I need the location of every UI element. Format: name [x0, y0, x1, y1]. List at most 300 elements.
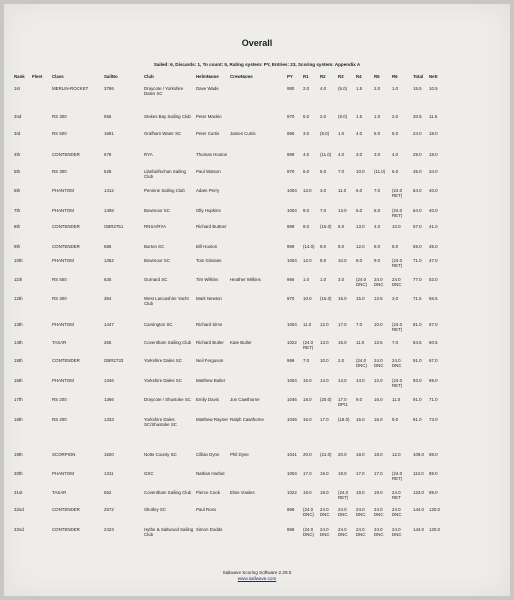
- sailno-cell: 3786: [104, 86, 114, 91]
- helmname-cell: Cillian Dyne: [196, 452, 220, 457]
- race-3-cell: (24.0 RET): [338, 490, 349, 501]
- sailno-cell: 1412: [104, 188, 114, 193]
- py-cell: 1022: [287, 490, 297, 495]
- race-1-cell: (24.0 DNC): [303, 527, 314, 538]
- nett-cell: 120.0: [429, 507, 440, 512]
- py-cell: 970: [287, 296, 295, 301]
- race-1-cell: 1.0: [303, 277, 310, 282]
- nett-cell: 40.0: [429, 208, 438, 213]
- race-1-cell: 3.0: [303, 131, 310, 136]
- race-2-cell: 8.0: [320, 258, 327, 263]
- total-cell: 91.0: [413, 358, 422, 363]
- py-cell: 1004: [287, 322, 297, 327]
- class-cell: CONTENDER: [52, 224, 80, 229]
- helmname-cell: Mark Newton: [196, 296, 222, 301]
- sailno-cell: GBR2733: [104, 358, 124, 363]
- rank-cell: 7th: [14, 208, 21, 213]
- club-cell: Yorkshire Dales SC/Shustoke SC: [144, 417, 177, 428]
- rank-cell: 11th: [14, 277, 23, 282]
- helmname-cell: Nathan Harbut: [196, 471, 225, 476]
- helmname-cell: Richard Sims: [196, 322, 223, 327]
- column-header-r4: R4: [356, 74, 362, 79]
- race-5-cell: (11.0): [374, 169, 386, 174]
- class-cell: PHANTOM: [52, 208, 74, 213]
- total-cell: 91.0: [413, 397, 422, 402]
- sailno-cell: 1920: [104, 452, 114, 457]
- total-cell: 57.0: [413, 224, 422, 229]
- helmname-cell: Bill Hooton: [196, 244, 218, 249]
- race-2-cell: 13.0: [320, 340, 329, 345]
- crewname-cell: Elsie Vowles: [230, 490, 255, 495]
- total-cell: 91.0: [413, 417, 422, 422]
- py-cell: 969: [287, 244, 295, 249]
- race-1-cell: 13.0: [303, 188, 312, 193]
- page-title: Overall: [241, 38, 273, 48]
- rank-cell: 5th: [14, 169, 21, 174]
- helmname-cell: Olly Hopkins: [196, 208, 221, 213]
- rank-cell: 3rd: [14, 131, 21, 136]
- race-3-cell: 16.0: [338, 340, 347, 345]
- race-1-cell: 18.0: [303, 397, 312, 402]
- nett-cell: 40.0: [429, 188, 438, 193]
- column-header-r1: R1: [303, 74, 309, 79]
- race-2-cell: 17.0: [320, 417, 329, 422]
- column-header-crewname: CrewName: [230, 74, 253, 79]
- class-cell: MERLIN-ROCKET: [52, 86, 89, 91]
- py-cell: 969: [287, 152, 295, 157]
- race-5-cell: 18.0: [374, 452, 383, 457]
- nett-cell: 57.0: [429, 322, 438, 327]
- race-4-cell: 14.0: [356, 378, 365, 383]
- club-cell: Bowmoor SC: [144, 258, 170, 263]
- race-3-cell: 11.0: [338, 188, 347, 193]
- race-3-cell: 4.0: [338, 152, 345, 157]
- race-5-cell: 10.0: [374, 322, 383, 327]
- club-cell: Shotley SC: [144, 507, 166, 512]
- class-cell: TASAR: [52, 490, 67, 495]
- race-2-cell: (6.0): [320, 131, 330, 136]
- race-5-cell: 13.5: [374, 296, 383, 301]
- py-cell: 966: [287, 131, 295, 136]
- sailno-cell: 2572: [104, 507, 114, 512]
- race-3-cell: (9.0): [338, 114, 348, 119]
- race-5-cell: 15.0: [374, 417, 383, 422]
- class-cell: PHANTOM: [52, 258, 74, 263]
- race-5-cell: 3.0: [374, 152, 381, 157]
- race-3-cell: (5.0): [338, 86, 348, 91]
- py-cell: 966: [287, 277, 295, 282]
- rank-cell: 12th: [14, 296, 23, 301]
- race-1-cell: (24.0 DNC): [303, 507, 314, 518]
- sailno-cell: 1366: [104, 397, 114, 402]
- rank-cell: 20th: [14, 471, 23, 476]
- rank-cell: 8th: [14, 224, 21, 229]
- race-4-cell: 5.0: [356, 208, 363, 213]
- sailno-cell: 2423: [104, 527, 114, 532]
- class-cell: CONTENDER: [52, 152, 80, 157]
- rank-cell: 1st: [14, 86, 20, 91]
- nett-cell: 45.0: [429, 244, 438, 249]
- club-cell: Llanfairfechan Sailing Club: [144, 169, 186, 180]
- py-cell: 1004: [287, 258, 297, 263]
- helmname-cell: Richard Buttner: [196, 224, 227, 229]
- race-6-cell: 24.0 DNC: [392, 507, 402, 518]
- race-4-cell: 24.0 DNC: [356, 507, 366, 518]
- sailno-cell: 1311: [104, 471, 114, 476]
- helmname-cell: Tim Wilkins: [196, 277, 219, 282]
- rank-cell: 19th: [14, 452, 23, 457]
- race-5-cell: 24.0 DNC: [374, 277, 384, 288]
- race-5-cell: 19.0: [374, 490, 383, 495]
- rank-cell: 14th: [14, 340, 23, 345]
- race-3-cell: 19.0: [338, 471, 347, 476]
- race-4-cell: 1.5: [356, 86, 363, 91]
- class-cell: SCORPION: [52, 452, 76, 457]
- club-cell: Hythe & Saltwood Sailing Club: [144, 527, 194, 538]
- club-cell: Burton SC: [144, 244, 165, 249]
- total-cell: 81.0: [413, 322, 422, 327]
- race-4-cell: 15.0: [356, 296, 365, 301]
- rank-cell: 13th: [14, 322, 23, 327]
- sailno-cell: 678: [104, 152, 112, 157]
- total-cell: 84.5: [413, 340, 422, 345]
- helmname-cell: Paul Ross: [196, 507, 217, 512]
- nett-cell: 60.5: [429, 340, 438, 345]
- sailwave-link[interactable]: www.sailwave.com: [237, 576, 277, 581]
- race-2-cell: (11.0): [320, 152, 332, 157]
- total-cell: 45.0: [413, 169, 422, 174]
- race-4-cell: 6.0: [356, 188, 363, 193]
- club-cell: Bowmoor SC: [144, 208, 170, 213]
- race-3-cell: 20.0: [338, 452, 347, 457]
- rank-cell: 17th: [14, 397, 23, 402]
- race-2-cell: 4.0: [320, 86, 327, 91]
- nett-cell: 41.0: [429, 224, 438, 229]
- race-5-cell: 1.0: [374, 114, 381, 119]
- race-1-cell: 16.0: [303, 417, 312, 422]
- column-header-club: Club: [144, 74, 154, 79]
- club-cell: Notts County SC: [144, 452, 177, 457]
- class-cell: RS 300: [52, 169, 67, 174]
- nett-cell: 71.0: [429, 397, 438, 402]
- race-2-cell: 18.0: [320, 490, 329, 495]
- race-1-cell: 6.0: [303, 169, 310, 174]
- race-6-cell: 3.0: [392, 296, 399, 301]
- results-sheet: [4, 4, 510, 596]
- race-6-cell: 5.0: [392, 131, 399, 136]
- nett-cell: 18.0: [429, 152, 438, 157]
- race-3-cell: 2.0: [338, 358, 345, 363]
- race-1-cell: 17.0: [303, 471, 312, 476]
- class-cell: RS 200: [52, 397, 67, 402]
- sailno-cell: 1346: [104, 378, 114, 383]
- race-6-cell: 4.0: [392, 152, 399, 157]
- total-cell: 64.0: [413, 188, 422, 193]
- race-4-cell: 19.0: [356, 490, 365, 495]
- race-4-cell: 1.5: [356, 114, 363, 119]
- helmname-cell: Paul Watson: [196, 169, 221, 174]
- race-3-cell: 8.0: [338, 244, 345, 249]
- race-1-cell: (14.0): [303, 244, 315, 249]
- column-header-r6: R6: [392, 74, 398, 79]
- crewname-cell: James Curtis: [230, 131, 256, 136]
- helmname-cell: Adam Perry: [196, 188, 220, 193]
- nett-cell: 88.0: [429, 452, 438, 457]
- club-cell: West Lancashire Yacht Club: [144, 296, 189, 307]
- rank-cell: 2nd: [14, 114, 22, 119]
- race-1-cell: (24.0 RET): [303, 340, 314, 351]
- race-6-cell: 10.0: [392, 224, 401, 229]
- helmname-cell: Pierce Cook: [196, 490, 220, 495]
- class-cell: CONTENDER: [52, 527, 80, 532]
- race-6-cell: 7.0: [392, 340, 399, 345]
- helmname-cell: Richard Butler: [196, 340, 224, 345]
- column-header-fleet: Fleet: [32, 74, 43, 79]
- club-cell: Yorkshire Dales SC: [144, 358, 182, 363]
- crewname-cell: Ralph Cawthorne: [230, 417, 264, 422]
- py-cell: 980: [287, 86, 295, 91]
- race-5-cell: 5.0: [374, 131, 381, 136]
- race-4-cell: 8.0: [356, 258, 363, 263]
- class-cell: PHANTOM: [52, 322, 74, 327]
- club-cell: Grafham Water SC: [144, 131, 182, 136]
- race-6-cell: (24.0 RET): [392, 208, 403, 219]
- rank-cell: 18th: [14, 417, 23, 422]
- race-5-cell: 8.0: [374, 244, 381, 249]
- class-cell: CONTENDER: [52, 507, 80, 512]
- py-cell: 1004: [287, 208, 297, 213]
- total-cell: 144.0: [413, 527, 424, 532]
- race-3-cell: 6.0: [338, 224, 345, 229]
- race-6-cell: 24.0 DNC: [392, 277, 402, 288]
- race-4-cell: 16.0: [356, 417, 365, 422]
- race-4-cell: 4.0: [356, 131, 363, 136]
- crewname-cell: Phil Dyne: [230, 452, 249, 457]
- rank-cell: 22nd: [14, 527, 24, 532]
- race-2-cell: (21.0): [320, 452, 332, 457]
- total-cell: 59.0: [413, 244, 422, 249]
- rank-cell: 10th: [14, 258, 23, 263]
- sailno-cell: 1681: [104, 131, 114, 136]
- race-1-cell: 15.0: [303, 378, 312, 383]
- total-cell: 24.0: [413, 131, 422, 136]
- helmname-cell: Simon Dodds: [196, 527, 223, 532]
- nett-cell: 18.0: [429, 131, 438, 136]
- rank-cell: 6th: [14, 188, 21, 193]
- race-3-cell: (18.0): [338, 417, 350, 422]
- footer: [4, 570, 510, 582]
- helmname-cell: Peter Mackin: [196, 114, 222, 119]
- py-cell: 969: [287, 527, 295, 532]
- class-cell: RS 300: [52, 114, 67, 119]
- race-1-cell: 5.0: [303, 114, 310, 119]
- race-6-cell: (24.0 RET): [392, 322, 403, 333]
- class-cell: PHANTOM: [52, 188, 74, 193]
- helmname-cell: Neil Ferguson: [196, 358, 224, 363]
- race-3-cell: 17.0 DPI1: [338, 397, 348, 408]
- results-summary: Sailed: 6, Discards: 1, To count: 5, Rating system: PY, Entries: 23, Scoring system: Appendix A: [153, 62, 361, 67]
- race-6-cell: 9.0: [392, 417, 399, 422]
- race-6-cell: 1.0: [392, 86, 399, 91]
- club-cell: Coventham Sailing Club: [144, 340, 192, 345]
- race-1-cell: 19.0: [303, 490, 312, 495]
- nett-cell: 89.0: [429, 471, 438, 476]
- race-6-cell: 24.0 RET: [392, 490, 401, 501]
- race-4-cell: 10.0: [356, 169, 365, 174]
- column-header-py: PY: [287, 74, 293, 79]
- race-2-cell: (15.0): [320, 296, 332, 301]
- race-2-cell: 10.0: [320, 358, 329, 363]
- nett-cell: 99.0: [429, 490, 438, 495]
- class-cell: RS 300: [52, 296, 67, 301]
- race-6-cell: 24.0 DNC: [392, 527, 402, 538]
- race-1-cell: 20.0: [303, 452, 312, 457]
- total-cell: 93.0: [413, 378, 422, 383]
- py-cell: 1046: [287, 417, 297, 422]
- race-3-cell: 24.0 DNC: [338, 527, 348, 538]
- race-5-cell: 17.0: [374, 471, 383, 476]
- race-1-cell: 10.0: [303, 296, 312, 301]
- race-6-cell: 24.0 DNC: [392, 358, 402, 369]
- club-cell: RYA: [144, 152, 153, 157]
- race-5-cell: 24.0 DNC: [374, 507, 384, 518]
- rank-cell: 9th: [14, 244, 21, 249]
- race-2-cell: 14.0: [320, 378, 329, 383]
- total-cell: 144.0: [413, 507, 424, 512]
- race-4-cell: 13.0: [356, 224, 365, 229]
- race-4-cell: 9.0: [356, 397, 363, 402]
- race-5-cell: 16.0: [374, 397, 383, 402]
- club-cell: Pennine Sailing Club: [144, 188, 185, 193]
- race-1-cell: 12.0: [303, 258, 312, 263]
- race-1-cell: 4.0: [303, 152, 310, 157]
- py-cell: 1004: [287, 471, 297, 476]
- nett-cell: 69.0: [429, 378, 438, 383]
- sailno-cell: 528: [104, 169, 112, 174]
- race-2-cell: 9.0: [320, 244, 327, 249]
- sailno-cell: 354: [104, 296, 112, 301]
- class-cell: TASAR: [52, 340, 67, 345]
- nett-cell: 67.0: [429, 358, 438, 363]
- race-2-cell: (20.0): [320, 397, 332, 402]
- class-cell: RS 500: [52, 131, 67, 136]
- race-3-cell: 13.0: [338, 208, 347, 213]
- race-1-cell: 9.0: [303, 208, 310, 213]
- py-cell: 1004: [287, 378, 297, 383]
- sailno-cell: 686: [104, 244, 112, 249]
- race-2-cell: 3.0: [320, 188, 327, 193]
- column-header-class: Class: [52, 74, 64, 79]
- race-5-cell: 24.0 DNC: [374, 527, 384, 538]
- class-cell: CONTENDER: [52, 358, 80, 363]
- py-cell: 1022: [287, 340, 297, 345]
- race-2-cell: 7.0: [320, 208, 327, 213]
- sailno-cell: 1408: [104, 208, 114, 213]
- class-cell: RS 500: [52, 277, 67, 282]
- race-2-cell: 12.0: [320, 322, 329, 327]
- sailno-cell: 625: [104, 277, 112, 282]
- rank-cell: 21st: [14, 490, 23, 495]
- race-4-cell: 17.0: [356, 471, 365, 476]
- race-5-cell: 7.0: [374, 188, 381, 193]
- nett-cell: 56.5: [429, 296, 438, 301]
- race-4-cell: 7.0: [356, 322, 363, 327]
- race-2-cell: 24.0 DNC: [320, 527, 330, 538]
- race-2-cell: 19.0: [320, 471, 329, 476]
- nett-cell: 120.0: [429, 527, 440, 532]
- race-3-cell: 17.0: [338, 322, 347, 327]
- club-cell: Draycote / Shustoke SC: [144, 397, 191, 402]
- column-header-nett: Nett: [429, 74, 438, 79]
- rank-cell: 22nd: [14, 507, 24, 512]
- helmname-cell: Peter Curtis: [196, 131, 220, 136]
- sailno-cell: 265: [104, 340, 112, 345]
- club-cell: Coventham Sailing Club: [144, 490, 192, 495]
- crewname-cell: Heather Wilkins: [230, 277, 261, 282]
- race-2-cell: 24.0 DNC: [320, 507, 330, 518]
- column-header-total: Total: [413, 74, 424, 79]
- race-5-cell: 12.0: [374, 378, 383, 383]
- race-6-cell: 12.0: [392, 452, 401, 457]
- py-cell: 969: [287, 507, 295, 512]
- rank-cell: 15th: [14, 358, 23, 363]
- race-1-cell: 2.0: [303, 86, 310, 91]
- race-6-cell: (24.0 RET): [392, 378, 403, 389]
- helmname-cell: Matthew Rayner: [196, 417, 228, 422]
- club-cell: Carsington SC: [144, 322, 173, 327]
- race-3-cell: 15.0: [338, 296, 347, 301]
- py-cell: 1004: [287, 188, 297, 193]
- race-3-cell: 14.0: [338, 378, 347, 383]
- class-cell: PHANTOM: [52, 471, 74, 476]
- class-cell: CONTENDER: [52, 244, 80, 249]
- race-3-cell: 3.0: [338, 277, 345, 282]
- race-6-cell: 6.0: [392, 169, 399, 174]
- nett-cell: 34.0: [429, 169, 438, 174]
- total-cell: 71.5: [413, 296, 422, 301]
- helmname-cell: Thomas Hooton: [196, 152, 228, 157]
- software-credit: Sailwave Scoring Software 2.29.0: [222, 570, 292, 575]
- crewname-cell: Jon Cawthorne: [230, 397, 260, 402]
- column-header-rank: Rank: [14, 74, 25, 79]
- club-cell: Draycote / Yorkshire Dales SC: [144, 86, 184, 97]
- race-1-cell: 8.0: [303, 224, 310, 229]
- race-5-cell: 9.0: [374, 258, 381, 263]
- race-6-cell: 2.0: [392, 114, 399, 119]
- rank-cell: 4th: [14, 152, 21, 157]
- race-1-cell: 11.0: [303, 322, 312, 327]
- column-header-r3: R3: [338, 74, 344, 79]
- race-4-cell: 18.0: [356, 452, 365, 457]
- race-5-cell: 2.0: [374, 86, 381, 91]
- race-5-cell: 24.0 DNC: [374, 358, 384, 369]
- race-3-cell: 7.0: [338, 169, 345, 174]
- nett-cell: 10.5: [429, 86, 438, 91]
- race-5-cell: 4.0: [374, 224, 381, 229]
- race-2-cell: (16.0): [320, 224, 332, 229]
- sailno-cell: 1362: [104, 258, 114, 263]
- total-cell: 64.0: [413, 208, 422, 213]
- race-6-cell: (24.0 RET): [392, 188, 403, 199]
- py-cell: 970: [287, 169, 295, 174]
- py-cell: 969: [287, 224, 295, 229]
- total-cell: 109.0: [413, 452, 424, 457]
- race-2-cell: 2.0: [320, 114, 327, 119]
- race-4-cell: (24.0 DNC): [356, 358, 367, 369]
- py-cell: 1041: [287, 452, 297, 457]
- py-cell: 1046: [287, 397, 297, 402]
- class-cell: PHANTOM: [52, 378, 74, 383]
